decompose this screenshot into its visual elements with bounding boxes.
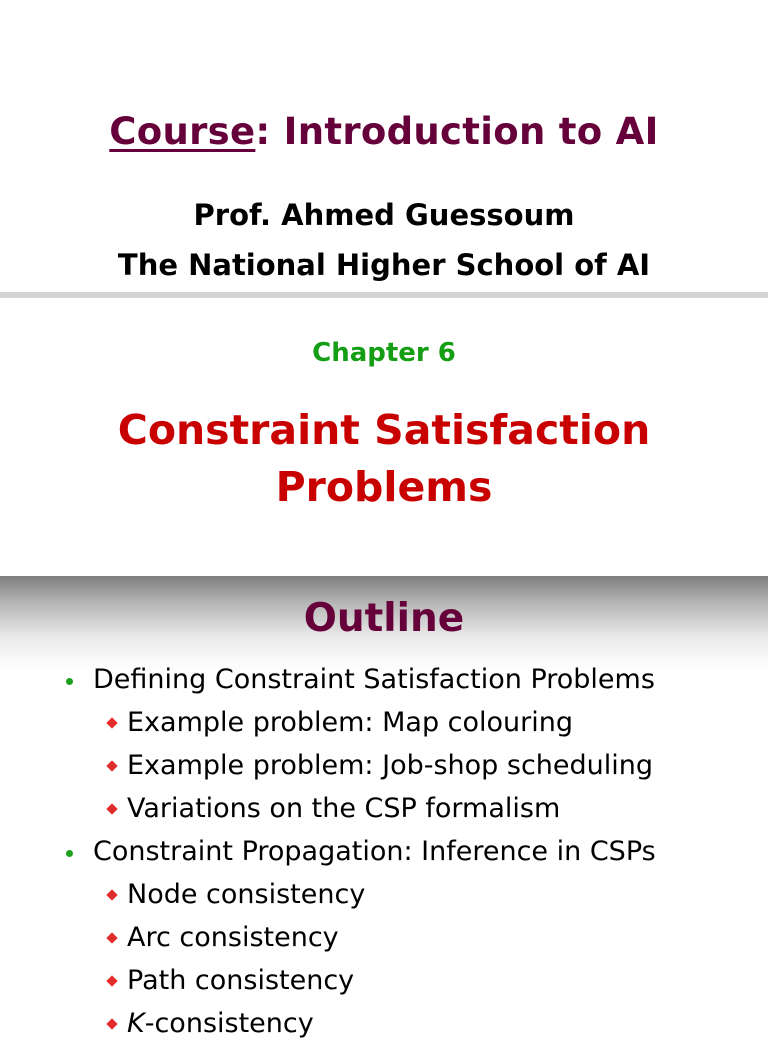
bullet-diamond-icon: [106, 717, 117, 728]
outline-list: [0, 662, 768, 1049]
outline-subitem-text: Path consistency: [127, 965, 355, 996]
bullet-diamond-icon: [106, 803, 117, 814]
outline-title: Outline: [303, 596, 465, 641]
bullet-diamond-icon: [106, 932, 117, 943]
outline-subitem: [0, 705, 768, 748]
outline-subitem: [0, 920, 768, 963]
outline-slide: [0, 576, 768, 1039]
outline-item: [0, 662, 768, 705]
outline-subitem-text: Node consistency: [127, 879, 366, 910]
bullet-dot-icon: [66, 850, 73, 857]
chapter-title: [0, 402, 768, 516]
outline-subitem-text: Example problem: Map colouring: [127, 707, 574, 738]
course-name: : Introduction to AI: [255, 110, 659, 153]
course-title: [0, 110, 768, 153]
outline-item-text: Constraint Propagation: Inference in CSPs: [93, 836, 656, 867]
bullet-diamond-icon: [106, 975, 117, 986]
outline-item-text: Defining Constraint Satisfaction Problems: [93, 664, 655, 695]
course-label: Course: [109, 110, 256, 153]
outline-subitem: [0, 748, 768, 791]
chapter-title-line-2: Problems: [275, 463, 493, 511]
outline-subitem: [0, 963, 768, 1006]
school-name: The National Higher School of AI: [117, 248, 651, 282]
outline-subitem: [0, 791, 768, 834]
bullet-diamond-icon: [106, 760, 117, 771]
bullet-diamond-icon: [106, 889, 117, 900]
k-variable: K: [127, 1008, 145, 1039]
chapter-title-line-1: Constraint Satisfaction: [117, 406, 651, 454]
professor-name: Prof. Ahmed Guessoum: [193, 198, 575, 232]
outline-subitem: [0, 1006, 768, 1049]
outline-subitem: [0, 877, 768, 920]
bullet-dot-icon: [66, 678, 73, 685]
outline-item: [0, 834, 768, 877]
page-divider: [0, 292, 768, 298]
outline-subitem-text: Variations on the CSP formalism: [127, 793, 561, 824]
chapter-number: Chapter 6: [312, 338, 456, 368]
consistency-suffix: -consistency: [144, 1008, 314, 1039]
outline-subitem-text: Arc consistency: [127, 922, 339, 953]
outline-subitem-text: Example problem: Job-shop scheduling: [127, 750, 654, 781]
bullet-diamond-icon: [106, 1018, 117, 1029]
title-slide: [0, 0, 768, 292]
